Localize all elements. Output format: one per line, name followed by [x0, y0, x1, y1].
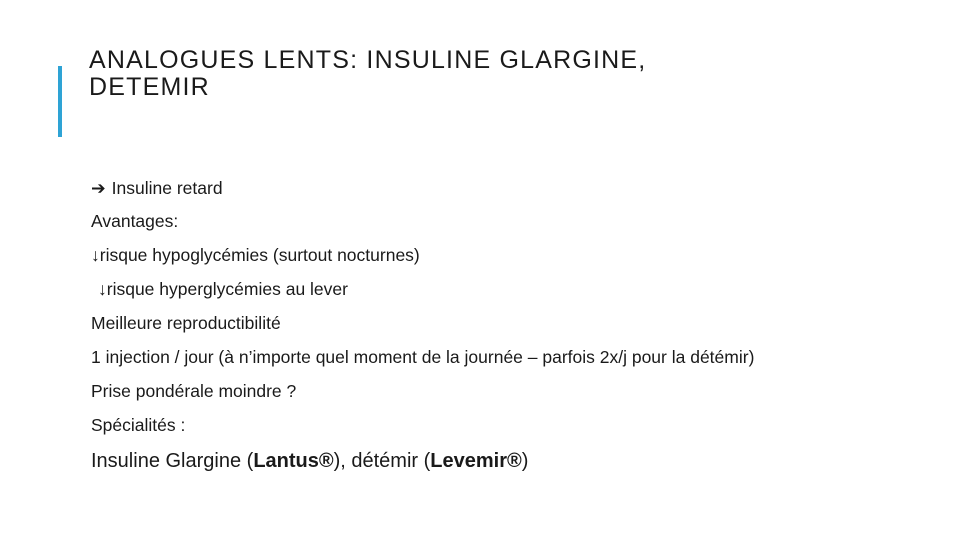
slide-body [91, 180, 891, 472]
brand-levemir: Levemir® [430, 450, 522, 472]
list-item-specialites: Spécialités : [91, 415, 186, 435]
brand-lantus: Lantus® [253, 450, 334, 472]
slide-title-line-1: ANALOGUES LENTS: INSULINE GLARGINE, [89, 46, 647, 74]
list-item-text: Insuline retard [111, 178, 223, 198]
list-item-prise-ponderale: Prise pondérale moindre ? [91, 381, 297, 401]
slide-title-line-2: DETEMIR [89, 73, 210, 101]
list-item-hypoglycemies: ↓risque hypoglycémies (surtout nocturnes) [91, 245, 420, 265]
list-item-injection: 1 injection / jour (à n’importe quel moment de la journée – parfois 2x/j pour la détémir) [91, 347, 755, 367]
title-accent-bar [58, 66, 62, 137]
list-item-reproductibilite: Meilleure reproductibilité [91, 313, 281, 333]
list-item-brands [91, 450, 891, 472]
list-item-hyperglycemies: ↓risque hyperglycémies au lever [98, 279, 348, 299]
brands-text-3: ) [521, 450, 529, 472]
list-item-avantages: Avantages: [91, 211, 179, 231]
slide-title [89, 47, 909, 101]
list-item-insuline-retard [91, 180, 891, 197]
brands-text-2: ), détémir ( [333, 450, 431, 472]
arrow-right-icon: ➔ [91, 178, 106, 198]
brands-text-1: Insuline Glargine ( [91, 450, 254, 472]
